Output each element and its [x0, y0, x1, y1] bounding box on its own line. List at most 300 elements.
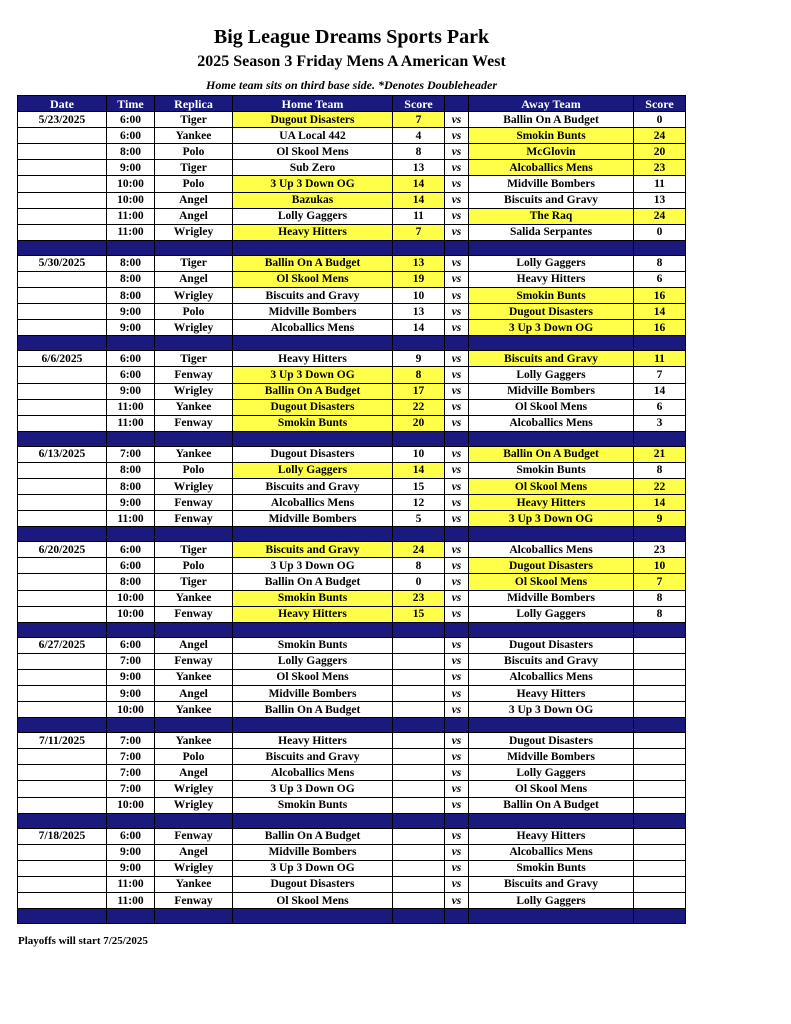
home-team-cell: Heavy Hitters [233, 351, 393, 367]
replica-cell: Yankee [155, 399, 233, 415]
away-team-cell: Heavy Hitters [469, 686, 634, 702]
home-team-cell: Lolly Gaggers [233, 653, 393, 669]
replica-cell: Angel [155, 271, 233, 287]
separator-cell [393, 527, 445, 542]
home-score-cell [393, 893, 445, 909]
date-cell [18, 574, 107, 590]
home-team-cell: Ballin On A Budget [233, 255, 393, 271]
away-team-cell: Lolly Gaggers [469, 255, 634, 271]
separator-cell [18, 622, 107, 637]
separator-cell [469, 718, 634, 733]
home-team-cell: Smokin Bunts [233, 590, 393, 606]
home-team-cell: Biscuits and Gravy [233, 749, 393, 765]
away-team-cell: Midville Bombers [469, 749, 634, 765]
date-cell [18, 686, 107, 702]
away-team-cell: Midville Bombers [469, 383, 634, 399]
away-team-cell: Alcoballics Mens [469, 415, 634, 431]
time-cell: 6:00 [107, 542, 155, 558]
away-team-cell: Heavy Hitters [469, 495, 634, 511]
game-row [18, 876, 686, 892]
time-cell: 8:00 [107, 144, 155, 160]
header-row [18, 96, 686, 112]
date-cell [18, 702, 107, 718]
away-team-cell: Dugout Disasters [469, 637, 634, 653]
date-cell: 6/6/2025 [18, 351, 107, 367]
game-row [18, 844, 686, 860]
vs-cell: vs [445, 208, 469, 224]
away-team-cell: Lolly Gaggers [469, 893, 634, 909]
game-row [18, 733, 686, 749]
away-team-cell: McGlovin [469, 144, 634, 160]
replica-cell: Polo [155, 304, 233, 320]
col-header-home-score: Score [393, 96, 445, 112]
away-score-cell [634, 637, 686, 653]
game-row [18, 574, 686, 590]
time-cell: 10:00 [107, 590, 155, 606]
home-team-cell: Heavy Hitters [233, 733, 393, 749]
vs-cell: vs [445, 176, 469, 192]
game-row [18, 495, 686, 511]
separator-cell [469, 336, 634, 351]
away-team-cell: Salida Serpantes [469, 224, 634, 240]
home-team-cell: Ol Skool Mens [233, 893, 393, 909]
home-team-cell: 3 Up 3 Down OG [233, 781, 393, 797]
away-score-cell: 0 [634, 112, 686, 128]
separator-cell [393, 240, 445, 255]
separator-cell [18, 909, 107, 924]
date-cell [18, 367, 107, 383]
home-team-cell: Ballin On A Budget [233, 828, 393, 844]
vs-cell: vs [445, 606, 469, 622]
game-row [18, 765, 686, 781]
separator-cell [155, 718, 233, 733]
away-team-cell: Smokin Bunts [469, 462, 634, 478]
away-score-cell: 11 [634, 351, 686, 367]
home-score-cell: 7 [393, 224, 445, 240]
replica-cell: Tiger [155, 542, 233, 558]
home-score-cell [393, 733, 445, 749]
date-cell [18, 860, 107, 876]
away-score-cell [634, 702, 686, 718]
col-header-vs [445, 96, 469, 112]
separator-cell [155, 909, 233, 924]
vs-cell: vs [445, 478, 469, 494]
date-cell: 5/23/2025 [18, 112, 107, 128]
home-team-cell: Sub Zero [233, 160, 393, 176]
date-cell [18, 288, 107, 304]
game-row [18, 558, 686, 574]
game-row [18, 590, 686, 606]
game-row [18, 304, 686, 320]
time-cell: 9:00 [107, 669, 155, 685]
time-cell: 11:00 [107, 893, 155, 909]
game-row [18, 702, 686, 718]
date-cell [18, 749, 107, 765]
vs-cell: vs [445, 288, 469, 304]
vs-cell: vs [445, 669, 469, 685]
time-cell: 8:00 [107, 271, 155, 287]
home-score-cell: 13 [393, 160, 445, 176]
separator-cell [634, 909, 686, 924]
date-cell [18, 844, 107, 860]
date-cell [18, 176, 107, 192]
separator-cell [107, 909, 155, 924]
time-cell: 9:00 [107, 383, 155, 399]
vs-cell: vs [445, 733, 469, 749]
separator-cell [233, 813, 393, 828]
game-row [18, 749, 686, 765]
game-row [18, 511, 686, 527]
away-team-cell: Lolly Gaggers [469, 367, 634, 383]
week-separator-row [18, 527, 686, 542]
away-score-cell [634, 669, 686, 685]
replica-cell: Polo [155, 749, 233, 765]
home-team-cell: Smokin Bunts [233, 415, 393, 431]
away-team-cell: 3 Up 3 Down OG [469, 320, 634, 336]
time-cell: 11:00 [107, 511, 155, 527]
replica-cell: Fenway [155, 367, 233, 383]
game-row [18, 478, 686, 494]
separator-cell [233, 336, 393, 351]
away-team-cell: Alcoballics Mens [469, 669, 634, 685]
date-cell [18, 558, 107, 574]
separator-cell [469, 622, 634, 637]
separator-cell [393, 622, 445, 637]
vs-cell: vs [445, 686, 469, 702]
game-row [18, 224, 686, 240]
away-team-cell: Ol Skool Mens [469, 399, 634, 415]
home-score-cell [393, 860, 445, 876]
date-cell [18, 399, 107, 415]
game-row [18, 542, 686, 558]
vs-cell: vs [445, 749, 469, 765]
replica-cell: Polo [155, 176, 233, 192]
vs-cell: vs [445, 893, 469, 909]
separator-cell [445, 718, 469, 733]
home-team-cell: Midville Bombers [233, 304, 393, 320]
home-score-cell: 0 [393, 574, 445, 590]
separator-cell [18, 336, 107, 351]
date-cell [18, 271, 107, 287]
away-team-cell: Biscuits and Gravy [469, 653, 634, 669]
time-cell: 10:00 [107, 176, 155, 192]
time-cell: 11:00 [107, 415, 155, 431]
vs-cell: vs [445, 765, 469, 781]
time-cell: 9:00 [107, 686, 155, 702]
separator-cell [445, 622, 469, 637]
date-cell [18, 462, 107, 478]
vs-cell: vs [445, 351, 469, 367]
away-team-cell: Ol Skool Mens [469, 781, 634, 797]
vs-cell: vs [445, 637, 469, 653]
vs-cell: vs [445, 415, 469, 431]
date-cell [18, 320, 107, 336]
game-row [18, 271, 686, 287]
separator-cell [155, 622, 233, 637]
home-team-cell: Dugout Disasters [233, 399, 393, 415]
time-cell: 7:00 [107, 653, 155, 669]
replica-cell: Fenway [155, 495, 233, 511]
replica-cell: Tiger [155, 255, 233, 271]
replica-cell: Wrigley [155, 478, 233, 494]
home-team-cell: Dugout Disasters [233, 876, 393, 892]
game-row [18, 415, 686, 431]
separator-cell [469, 431, 634, 446]
game-row [18, 144, 686, 160]
time-cell: 7:00 [107, 781, 155, 797]
away-score-cell [634, 797, 686, 813]
home-score-cell: 12 [393, 495, 445, 511]
home-score-cell: 14 [393, 176, 445, 192]
time-cell: 8:00 [107, 478, 155, 494]
date-cell [18, 144, 107, 160]
away-score-cell [634, 828, 686, 844]
replica-cell: Angel [155, 637, 233, 653]
home-score-cell: 8 [393, 367, 445, 383]
home-team-cell: Dugout Disasters [233, 446, 393, 462]
vs-cell: vs [445, 255, 469, 271]
replica-cell: Wrigley [155, 320, 233, 336]
replica-cell: Yankee [155, 590, 233, 606]
playoffs-note: Playoffs will start 7/25/2025 [18, 935, 148, 947]
replica-cell: Yankee [155, 876, 233, 892]
date-cell [18, 511, 107, 527]
home-team-cell: Alcoballics Mens [233, 495, 393, 511]
replica-cell: Wrigley [155, 797, 233, 813]
away-score-cell: 21 [634, 446, 686, 462]
away-score-cell: 24 [634, 128, 686, 144]
time-cell: 8:00 [107, 288, 155, 304]
separator-cell [634, 336, 686, 351]
separator-cell [445, 240, 469, 255]
game-row [18, 367, 686, 383]
separator-cell [634, 527, 686, 542]
separator-cell [18, 431, 107, 446]
vs-cell: vs [445, 112, 469, 128]
vs-cell: vs [445, 495, 469, 511]
game-row [18, 828, 686, 844]
away-score-cell: 3 [634, 415, 686, 431]
separator-cell [155, 527, 233, 542]
vs-cell: vs [445, 542, 469, 558]
vs-cell: vs [445, 160, 469, 176]
home-team-cell: 3 Up 3 Down OG [233, 367, 393, 383]
away-score-cell: 14 [634, 304, 686, 320]
time-cell: 9:00 [107, 844, 155, 860]
away-team-cell: Smokin Bunts [469, 860, 634, 876]
away-score-cell: 8 [634, 590, 686, 606]
date-cell [18, 415, 107, 431]
home-score-cell: 7 [393, 112, 445, 128]
replica-cell: Polo [155, 462, 233, 478]
replica-cell: Yankee [155, 669, 233, 685]
time-cell: 6:00 [107, 558, 155, 574]
home-score-cell [393, 781, 445, 797]
time-cell: 8:00 [107, 462, 155, 478]
separator-cell [107, 813, 155, 828]
separator-cell [634, 431, 686, 446]
separator-cell [393, 336, 445, 351]
home-score-cell: 23 [393, 590, 445, 606]
home-score-cell [393, 797, 445, 813]
home-team-cell: 3 Up 3 Down OG [233, 558, 393, 574]
schedule-table [17, 95, 686, 924]
replica-cell: Angel [155, 844, 233, 860]
game-row [18, 320, 686, 336]
away-score-cell [634, 686, 686, 702]
game-row [18, 653, 686, 669]
date-cell [18, 383, 107, 399]
separator-cell [18, 527, 107, 542]
away-team-cell: Alcoballics Mens [469, 542, 634, 558]
away-score-cell: 22 [634, 478, 686, 494]
away-team-cell: Midville Bombers [469, 176, 634, 192]
separator-cell [393, 813, 445, 828]
away-score-cell [634, 653, 686, 669]
away-score-cell: 11 [634, 176, 686, 192]
replica-cell: Polo [155, 144, 233, 160]
replica-cell: Wrigley [155, 781, 233, 797]
separator-cell [155, 336, 233, 351]
away-team-cell: Smokin Bunts [469, 128, 634, 144]
vs-cell: vs [445, 462, 469, 478]
away-team-cell: Biscuits and Gravy [469, 876, 634, 892]
time-cell: 7:00 [107, 749, 155, 765]
vs-cell: vs [445, 797, 469, 813]
home-team-cell: Dugout Disasters [233, 112, 393, 128]
game-row [18, 128, 686, 144]
date-cell: 6/20/2025 [18, 542, 107, 558]
separator-cell [445, 336, 469, 351]
week-separator-row [18, 718, 686, 733]
away-team-cell: Dugout Disasters [469, 558, 634, 574]
date-cell [18, 669, 107, 685]
week-separator-row [18, 909, 686, 924]
vs-cell: vs [445, 653, 469, 669]
home-score-cell: 15 [393, 606, 445, 622]
replica-cell: Fenway [155, 415, 233, 431]
vs-cell: vs [445, 128, 469, 144]
away-team-cell: Alcoballics Mens [469, 160, 634, 176]
home-team-cell: Ol Skool Mens [233, 271, 393, 287]
time-cell: 10:00 [107, 797, 155, 813]
time-cell: 6:00 [107, 112, 155, 128]
home-team-cell: Bazukas [233, 192, 393, 208]
game-row [18, 462, 686, 478]
away-score-cell [634, 733, 686, 749]
page-title: Big League Dreams Sports Park [213, 26, 490, 48]
week-separator-row [18, 240, 686, 255]
game-row [18, 255, 686, 271]
date-cell [18, 478, 107, 494]
home-team-cell: Midville Bombers [233, 844, 393, 860]
separator-cell [634, 622, 686, 637]
date-cell: 6/13/2025 [18, 446, 107, 462]
home-team-cell: Heavy Hitters [233, 224, 393, 240]
home-score-cell [393, 765, 445, 781]
home-score-cell [393, 686, 445, 702]
separator-cell [107, 240, 155, 255]
separator-cell [18, 240, 107, 255]
game-row [18, 288, 686, 304]
away-score-cell [634, 765, 686, 781]
away-score-cell: 23 [634, 542, 686, 558]
separator-cell [469, 813, 634, 828]
home-score-cell: 20 [393, 415, 445, 431]
time-cell: 6:00 [107, 367, 155, 383]
separator-cell [469, 240, 634, 255]
replica-cell: Yankee [155, 446, 233, 462]
date-cell [18, 224, 107, 240]
vs-cell: vs [445, 144, 469, 160]
separator-cell [155, 813, 233, 828]
week-separator-row [18, 622, 686, 637]
away-score-cell: 14 [634, 383, 686, 399]
home-score-cell: 17 [393, 383, 445, 399]
date-cell [18, 876, 107, 892]
away-score-cell [634, 844, 686, 860]
home-score-cell [393, 876, 445, 892]
col-header-time: Time [107, 96, 155, 112]
home-score-cell: 11 [393, 208, 445, 224]
home-team-cell: Biscuits and Gravy [233, 288, 393, 304]
home-team-cell: Lolly Gaggers [233, 208, 393, 224]
time-cell: 11:00 [107, 876, 155, 892]
time-cell: 8:00 [107, 574, 155, 590]
date-cell: 5/30/2025 [18, 255, 107, 271]
replica-cell: Tiger [155, 351, 233, 367]
replica-cell: Fenway [155, 606, 233, 622]
replica-cell: Tiger [155, 160, 233, 176]
home-score-cell [393, 749, 445, 765]
away-team-cell: Alcoballics Mens [469, 844, 634, 860]
time-cell: 11:00 [107, 208, 155, 224]
away-score-cell: 7 [634, 367, 686, 383]
replica-cell: Wrigley [155, 288, 233, 304]
home-team-cell: Ol Skool Mens [233, 144, 393, 160]
game-row [18, 606, 686, 622]
separator-cell [445, 909, 469, 924]
home-team-cell: Biscuits and Gravy [233, 478, 393, 494]
week-separator-row [18, 431, 686, 446]
home-team-cell: UA Local 442 [233, 128, 393, 144]
home-team-cell: 3 Up 3 Down OG [233, 176, 393, 192]
away-team-cell: The Raq [469, 208, 634, 224]
home-score-cell [393, 669, 445, 685]
separator-cell [107, 718, 155, 733]
time-cell: 7:00 [107, 765, 155, 781]
replica-cell: Angel [155, 765, 233, 781]
home-score-cell: 8 [393, 144, 445, 160]
vs-cell: vs [445, 383, 469, 399]
away-team-cell: Dugout Disasters [469, 304, 634, 320]
date-cell [18, 606, 107, 622]
home-score-cell: 14 [393, 320, 445, 336]
home-score-cell [393, 844, 445, 860]
separator-cell [445, 431, 469, 446]
vs-cell: vs [445, 702, 469, 718]
time-cell: 10:00 [107, 606, 155, 622]
home-score-cell: 10 [393, 288, 445, 304]
home-team-cell: Midville Bombers [233, 511, 393, 527]
away-team-cell: Midville Bombers [469, 590, 634, 606]
separator-cell [233, 622, 393, 637]
replica-cell: Yankee [155, 733, 233, 749]
vs-cell: vs [445, 192, 469, 208]
replica-cell: Fenway [155, 893, 233, 909]
away-score-cell: 8 [634, 462, 686, 478]
time-cell: 9:00 [107, 495, 155, 511]
